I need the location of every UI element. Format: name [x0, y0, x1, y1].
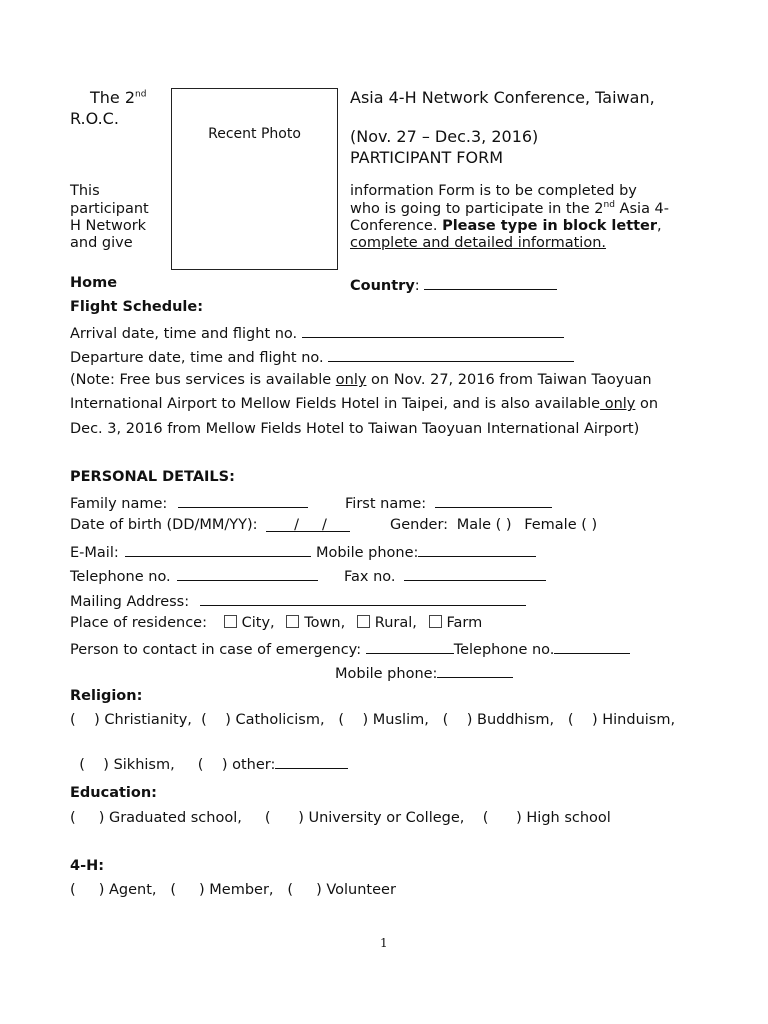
intro-right-2: [350, 201, 669, 218]
emergency-label: Person to contact in case of emergency:: [70, 642, 362, 658]
first-name-label: First name:: [345, 496, 427, 512]
emergency-row: [70, 639, 630, 659]
left-title-sup: nd: [135, 89, 147, 100]
emergency-contact-field[interactable]: [366, 639, 454, 654]
form-title: PARTICIPANT FORM: [350, 148, 504, 167]
left-title: [90, 89, 146, 106]
country-row: [350, 275, 557, 295]
conference-title: Asia 4-H Network Conference, Taiwan,: [350, 88, 655, 107]
telephone-label: Telephone no.: [70, 569, 171, 585]
fax-field[interactable]: [404, 566, 546, 581]
residence-rural[interactable]: [357, 615, 417, 631]
telephone-row: [70, 566, 318, 586]
first-name-row: [345, 493, 552, 513]
religion-options-2-text: ( ) Sikhism, ( ) other:: [79, 757, 276, 773]
dob-row: [70, 517, 350, 534]
religion-heading: Religion:: [70, 688, 143, 704]
family-name-label: Family name:: [70, 496, 168, 512]
arrival-label: Arrival date, time and flight no.: [70, 326, 298, 342]
bus-note-1b: on Nov. 27, 2016 from Taiwan Taoyuan: [366, 372, 652, 388]
emergency-mobile-label: Mobile phone:: [335, 666, 438, 682]
intro-left-1: This: [70, 183, 100, 199]
emergency-mobile-field[interactable]: [437, 663, 513, 678]
mobile-label: Mobile phone:: [315, 545, 419, 561]
fourh-heading: 4-H:: [70, 858, 105, 874]
farm-checkbox[interactable]: [429, 615, 442, 628]
country-label: Country: [350, 278, 415, 294]
gender-male-option[interactable]: Male ( ): [456, 517, 512, 533]
residence-city[interactable]: [224, 615, 275, 631]
residence-row: [70, 615, 482, 632]
intro-right-3-prefix: Conference.: [350, 218, 443, 234]
home-label: Home: [70, 275, 118, 291]
arrival-row: [70, 323, 564, 343]
town-label: Town,: [304, 615, 346, 631]
emergency-mobile-row: [335, 663, 513, 683]
left-title-prefix: The 2: [90, 88, 136, 107]
bus-note-2a: International Airport to Mellow Fields Hotel in Taipei, and is also available: [70, 396, 601, 412]
intro-left-4: and give: [70, 235, 133, 251]
farm-label: Farm: [446, 615, 483, 631]
bus-note-2b: on: [635, 396, 659, 412]
departure-field[interactable]: [328, 347, 574, 362]
telephone-field[interactable]: [177, 566, 318, 581]
city-checkbox[interactable]: [224, 615, 237, 628]
email-row: [70, 542, 536, 562]
country-field[interactable]: [424, 275, 557, 290]
mailing-label: Mailing Address:: [70, 594, 190, 610]
country-colon: :: [414, 278, 420, 294]
fax-label: Fax no.: [344, 569, 396, 585]
intro-right-4: complete and detailed information.: [350, 235, 607, 251]
intro-left-3: H Network: [70, 218, 147, 234]
flight-heading: Flight Schedule:: [70, 299, 204, 315]
emergency-tel-field[interactable]: [554, 639, 630, 654]
bus-note-2-only: only: [600, 396, 636, 412]
religion-options-2[interactable]: [70, 737, 348, 774]
fourh-options[interactable]: ( ) Agent, ( ) Member, ( ) Volunteer: [70, 882, 396, 898]
intro-right-2-sup: nd: [603, 200, 615, 211]
town-checkbox[interactable]: [286, 615, 299, 628]
bus-note-2: [70, 396, 658, 413]
intro-left-2: participant: [70, 201, 149, 217]
first-name-field[interactable]: [435, 493, 552, 508]
education-heading: Education:: [70, 785, 157, 801]
mailing-row: [70, 591, 526, 611]
email-label: E-Mail:: [70, 545, 119, 561]
block-letter-instruction: Please type in block letter: [442, 218, 658, 234]
departure-row: [70, 347, 574, 367]
bus-note-1: [70, 372, 652, 389]
dob-field[interactable]: [266, 517, 350, 532]
residence-town[interactable]: [286, 615, 345, 631]
fax-row: [344, 566, 546, 586]
bus-note-1-only: only: [335, 372, 367, 388]
gender-female-option[interactable]: Female ( ): [524, 517, 598, 533]
mailing-field[interactable]: [200, 591, 526, 606]
email-field[interactable]: [125, 542, 311, 557]
conference-dates: (Nov. 27 – Dec.3, 2016): [350, 127, 539, 146]
rural-label: Rural,: [374, 615, 417, 631]
personal-heading: PERSONAL DETAILS:: [70, 469, 235, 485]
departure-label: Departure date, time and flight no.: [70, 350, 324, 366]
dob-slash-1: /: [294, 517, 299, 533]
dob-slash-2: /: [322, 517, 327, 533]
bus-note-1a: (Note: Free bus services is available: [70, 372, 336, 388]
family-name-field[interactable]: [178, 493, 308, 508]
gender-label: Gender:: [390, 517, 449, 533]
intro-right-2-prefix: who is going to participate in the 2: [350, 201, 604, 217]
dob-label: Date of birth (DD/MM/YY):: [70, 517, 258, 533]
recent-photo-label: Recent Photo: [208, 126, 301, 142]
mobile-field[interactable]: [418, 542, 536, 557]
residence-label: Place of residence:: [70, 615, 207, 631]
family-name-row: [70, 493, 308, 513]
left-title-line2: R.O.C.: [70, 109, 119, 128]
intro-right-2-suffix: Asia 4-: [614, 201, 670, 217]
intro-right-1: information Form is to be completed by: [350, 183, 637, 199]
recent-photo-box[interactable]: [171, 88, 338, 270]
gender-row: [390, 517, 597, 534]
page-number: 1: [380, 936, 388, 950]
emergency-tel-label: Telephone no.: [453, 642, 555, 658]
intro-right-3: [350, 218, 662, 235]
religion-other-field[interactable]: [275, 754, 348, 769]
city-label: City,: [241, 615, 275, 631]
bus-note-3: Dec. 3, 2016 from Mellow Fields Hotel to Taiwan Taoyuan International Airport): [70, 421, 640, 437]
education-options[interactable]: ( ) Graduated school, ( ) University or College, ( ) High school: [70, 810, 611, 826]
religion-options-1[interactable]: ( ) Christianity, ( ) Catholicism, ( ) Muslim, ( ) Buddhism, ( ) Hinduism,: [70, 712, 676, 728]
residence-farm[interactable]: [429, 615, 483, 631]
intro-right-3-suffix: ,: [657, 218, 662, 234]
arrival-field[interactable]: [302, 323, 564, 338]
rural-checkbox[interactable]: [357, 615, 370, 628]
